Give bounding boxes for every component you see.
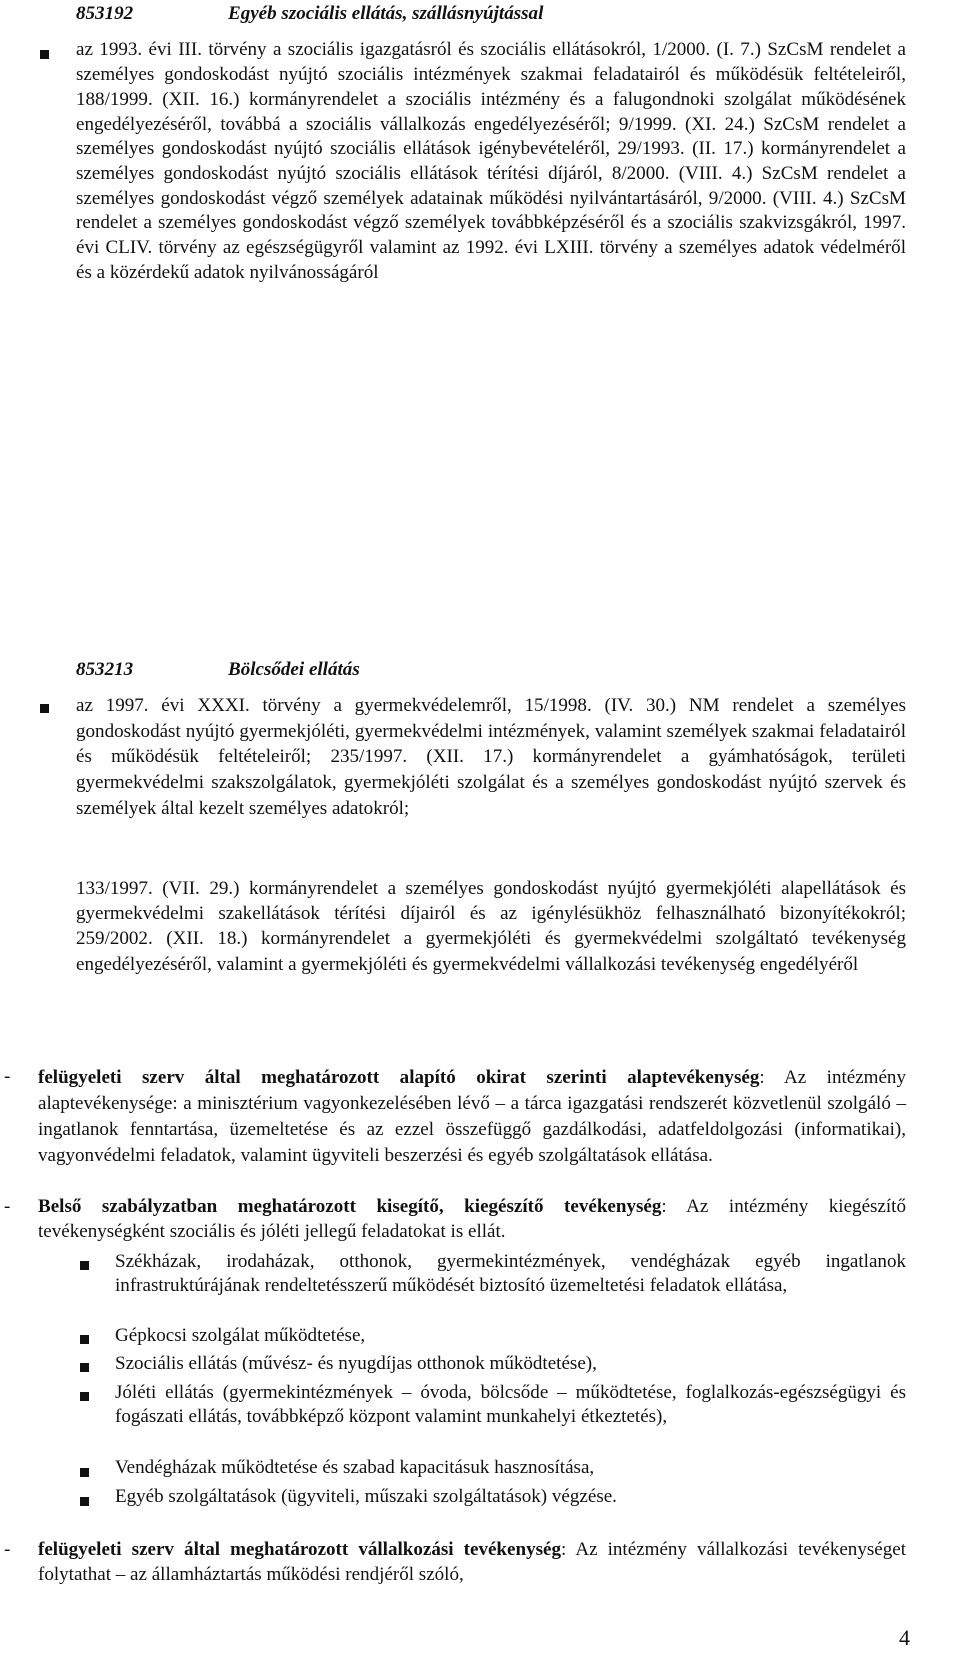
- business-activity-paragraph: [38, 1538, 906, 1588]
- core-activity-text: : Az intézmény alaptevékenysége: a minisztérium vagyonkezelésében lévő – a tárca igazgatási rendszerét közvetlenül szolgáló – ingatlanok fenntartása, üzemeltetése és az ezzel összefüggő gazdálkodási, adatfeldolgozási (informatikai), vagyonvédelmi feladatok, valamint ügyviteli beszerzési és egyéb szolgáltatások ellátása.: [38, 1067, 906, 1167]
- square-bullet-icon: [80, 1363, 89, 1372]
- square-bullet-icon: [40, 704, 49, 713]
- section-code: 853213: [76, 659, 134, 681]
- list-item: Szociális ellátás (művész- és nyugdíjas otthonok működtetése),: [115, 1353, 597, 1375]
- square-bullet-icon: [80, 1468, 89, 1477]
- square-bullet-icon: [80, 1335, 89, 1344]
- section-heading-853213: [76, 656, 360, 684]
- list-item: Vendégházak működtetése és szabad kapacitásuk hasznosítása,: [115, 1457, 595, 1479]
- list-item: Egyéb szolgáltatások (ügyviteli, műszaki szolgáltatások) végzése.: [115, 1486, 617, 1508]
- section-code: 853192: [76, 3, 134, 24]
- supplementary-activity-paragraph: [38, 1195, 906, 1245]
- square-bullet-icon: [80, 1392, 89, 1401]
- list-item: Jóléti ellátás (gyermekintézmények – óvoda, bölcsőde – működtetése, foglalkozás-egészségügyi és fogászati ellátás, továbbképző központ valamint munkahelyi étkeztetés),: [115, 1382, 906, 1428]
- page-number: 4: [899, 1625, 910, 1650]
- dash-marker: -: [4, 1066, 11, 1088]
- business-activity-heading: felügyeleti szerv által meghatározott vállalkozási tevékenység: [38, 1539, 561, 1561]
- square-bullet-icon: [80, 1261, 89, 1270]
- core-activity-heading: felügyeleti szerv által meghatározott alapító okirat szerinti alaptevékenység: [38, 1067, 760, 1089]
- section1-legal-references: az 1993. évi III. törvény a szociális igazgatásról és szociális ellátásokról, 1/2000. (I. 7.) SzCsM rendelet a személyes gondoskodást nyújtó szociális intézmények szakmai feladatairól és működésük feltételeiről, 188/1999. (XII. 16.) kormányrendelet a szociális intézmény és a falugondnoki szolgálat működésének engedélyezéséről, továbbá a szociális vállalkozás engedélyezéséről; 9/1999. (XI. 24.) SzCsM rendelet a személyes gondoskodást nyújtó szociális ellátások igénybevételéről, 29/1993. (II. 17.) kormányrendelet a személyes gondoskodást nyújtó szociális ellátások térítési díjáról, 8/2000. (VIII. 4.) SzCsM rendelet a személyes gondoskodást végző személyek adatainak működési nyilvántartásáról, 9/2000. (VIII. 4.) SzCsM rendelet a személyes gondoskodást végző személyek továbbképzéséről és a szociális szakvizsgákról, 1997. évi CLIV. törvény az egészségügyről valamint az 1992. évi LXIII. törvény a személyes adatok védelméről és a közérdekű adatok nyilvánosságáról: [76, 39, 906, 283]
- section2-legal-references-part1: az 1997. évi XXXI. törvény a gyermekvédelemről, 15/1998. (IV. 30.) NM rendelet a személyes gondoskodást nyújtó gyermekjóléti, gyermekvédelmi intézmények, valamint személyek szakmai feladatairól és működésük feltételeiről; 235/1997. (XII. 17.) kormányrendelet a gyámhatóságok, területi gyermekvédelmi szakszolgálatok, gyermekjóléti szolgálat és a személyes gondoskodást nyújtó szervek és személyek által kezelt személyes adatokról;: [76, 694, 906, 819]
- list-item: Székházak, irodaházak, otthonok, gyermekintézmények, vendégházak egyéb ingatlanok infrastruktúrájának rendeltetésszerű működését biztosító üzemeltetési feladatok ellátása,: [115, 1250, 906, 1296]
- supplementary-activity-heading: Belső szabályzatban meghatározott kisegítő, kiegészítő tevékenység: [38, 1195, 662, 1217]
- square-bullet-icon: [40, 50, 49, 59]
- section-title: Egyéb szociális ellátás, szállásnyújtással: [228, 3, 544, 24]
- section-heading-853192: [76, 0, 543, 28]
- square-bullet-icon: [80, 1497, 89, 1506]
- business-activity-text: : Az intézmény vállalkozási tevékenységet folytathat – az államháztartás működési rendjéről szóló,: [38, 1539, 906, 1586]
- section2-legal-references-part2: 133/1997. (VII. 29.) kormányrendelet a személyes gondoskodást nyújtó gyermekjóléti alapellátások és gyermekvédelmi szakellátások térítési díjairól és az igénylésükhöz felhasználható bizonyítékokról; 259/2002. (XII. 18.) kormányrendelet a gyermekjóléti és gyermekvédelmi szolgáltató tevékenység engedélyezéséről, valamint a gyermekjóléti és gyermekvédelmi vállalkozási tevékenység engedélyéről: [76, 877, 906, 975]
- section-title: Bölcsődei ellátás: [228, 659, 360, 681]
- list-item: Gépkocsi szolgálat működtetése,: [115, 1325, 366, 1347]
- core-activity-paragraph: [38, 1065, 906, 1169]
- supplementary-activity-text: : Az intézmény kiegészítő tevékenységként szociális és jóléti jellegű feladatokat is ellát.: [38, 1195, 906, 1242]
- dash-marker: -: [4, 1539, 11, 1561]
- dash-marker: -: [4, 1195, 11, 1217]
